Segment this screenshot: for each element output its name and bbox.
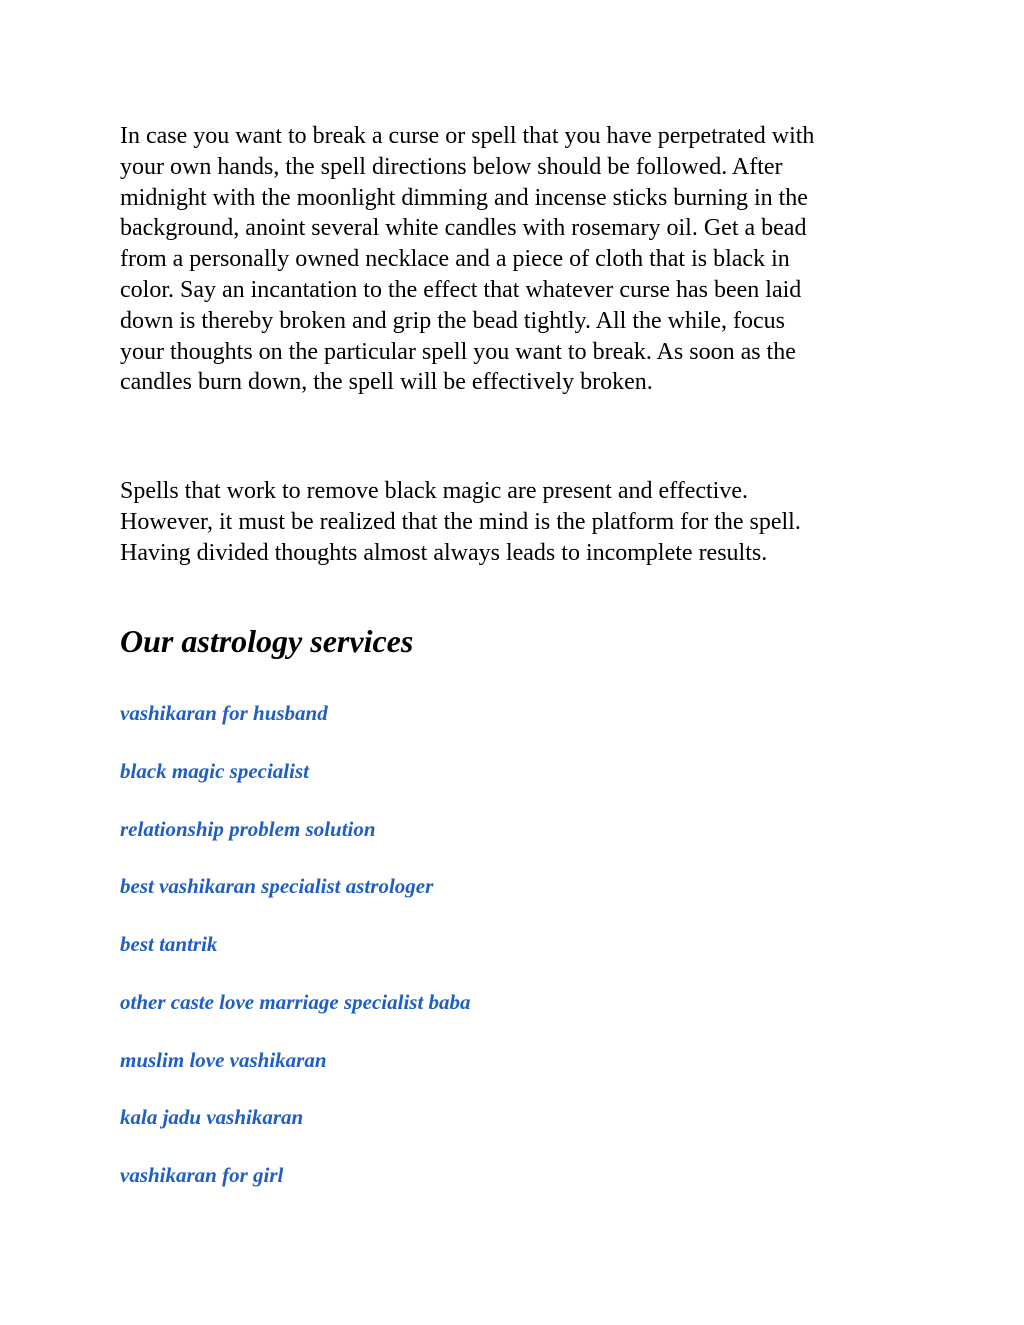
service-link-vashikaran-for-husband[interactable]: vashikaran for husband bbox=[120, 701, 328, 725]
paragraph-line: Spells that work to remove black magic are present and effective. bbox=[120, 478, 748, 504]
paragraph-line: down is thereby broken and grip the bead tightly. All the while, focus bbox=[120, 307, 785, 334]
list-item bbox=[120, 930, 471, 988]
service-link-kala-jadu-vashikaran[interactable]: kala jadu vashikaran bbox=[120, 1105, 304, 1130]
paragraph-line: your own hands, the spell directions below should be followed. After bbox=[120, 153, 783, 180]
intro-paragraph bbox=[120, 121, 910, 398]
black-magic-paragraph bbox=[120, 476, 910, 568]
list-item bbox=[120, 757, 471, 815]
list-item bbox=[120, 699, 471, 757]
paragraph-line: midnight with the moonlight dimming and incense sticks burning in the bbox=[120, 184, 808, 211]
list-item bbox=[120, 872, 471, 930]
paragraph-line: Having divided thoughts almost always leads to incomplete results. bbox=[120, 539, 768, 566]
service-link-muslim-love-vashikaran[interactable]: muslim love vashikaran bbox=[120, 1047, 327, 1072]
list-item bbox=[120, 815, 471, 873]
paragraph-line: from a personally owned necklace and a piece of cloth that is black in bbox=[120, 246, 790, 273]
services-link-list bbox=[120, 699, 471, 1219]
service-link-best-tantrik[interactable]: best tantrik bbox=[120, 932, 218, 956]
service-link-vashikaran-for-girl[interactable]: vashikaran for girl bbox=[120, 1163, 284, 1187]
list-item bbox=[120, 988, 471, 1046]
paragraph-line: candles burn down, the spell will be effectively broken. bbox=[120, 369, 653, 396]
list-item bbox=[120, 1161, 471, 1219]
service-link-black-magic-specialist[interactable]: black magic specialist bbox=[120, 758, 309, 783]
paragraph-line: your thoughts on the particular spell you want to break. As soon as the bbox=[120, 338, 796, 365]
services-heading: Our astrology services bbox=[120, 623, 414, 659]
paragraph-line: In case you want to break a curse or spell that you have perpetrated with bbox=[120, 123, 815, 149]
service-link-best-vashikaran-specialist-astrologer[interactable]: best vashikaran specialist astrologer bbox=[120, 874, 434, 899]
service-link-other-caste-love-marriage[interactable]: other caste love marriage specialist baba bbox=[120, 989, 471, 1014]
list-item bbox=[120, 1103, 471, 1161]
list-item bbox=[120, 1046, 471, 1104]
paragraph-line: color. Say an incantation to the effect that whatever curse has been laid bbox=[120, 276, 802, 303]
paragraph-line: background, anoint several white candles with rosemary oil. Get a bead bbox=[120, 215, 807, 242]
paragraph-line: However, it must be realized that the mind is the platform for the spell. bbox=[120, 508, 801, 535]
service-link-relationship-problem-solution[interactable]: relationship problem solution bbox=[120, 816, 376, 841]
